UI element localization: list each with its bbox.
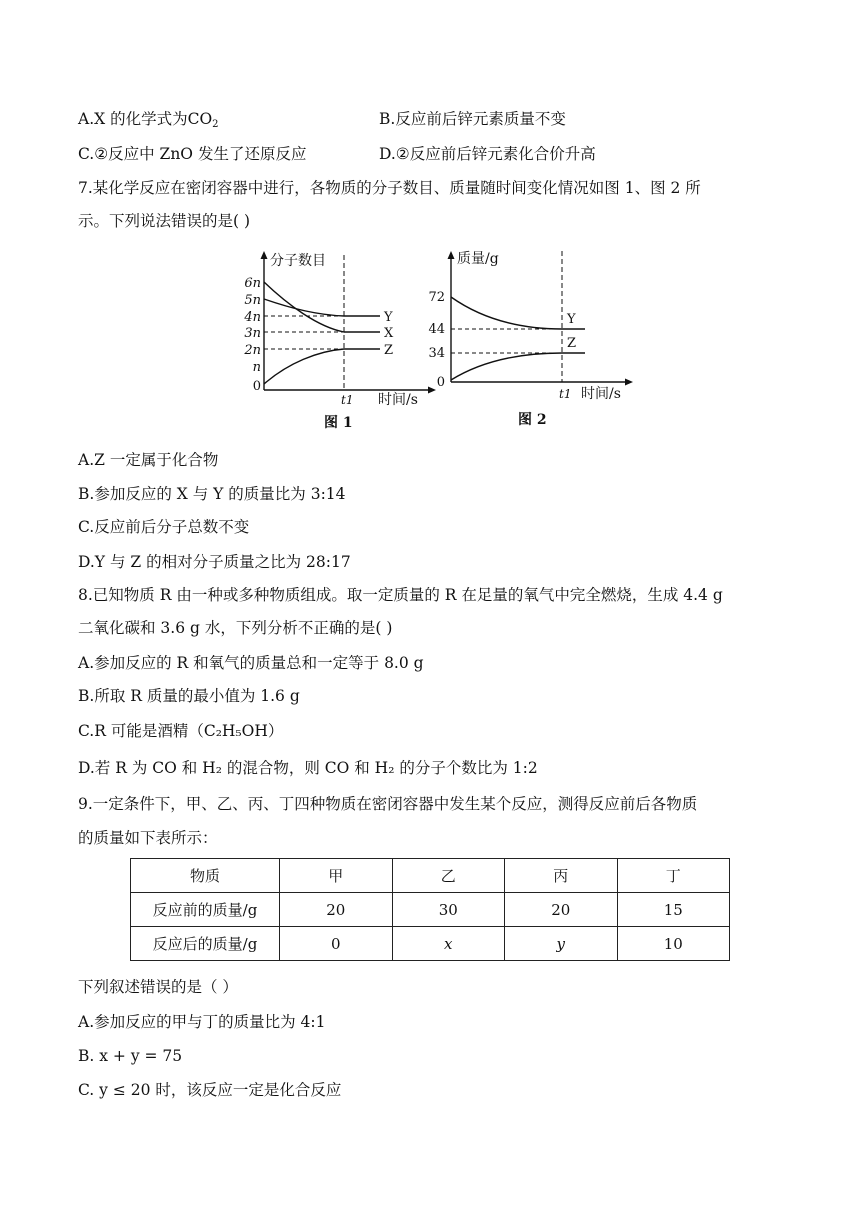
q9-option-b: B. x + y = 75 (78, 1047, 183, 1065)
tick-label: 44 (428, 322, 445, 337)
tick-label: 5n (244, 293, 261, 308)
mass-table (130, 858, 730, 961)
series-label-y: Y (384, 310, 393, 325)
figure-1-chart (228, 245, 443, 435)
q7-stem-line2: 示。下列说法错误的是( ) (78, 212, 251, 230)
y-axis-arrow (261, 251, 268, 259)
q6-option-b: B.反应前后锌元素质量不变 (379, 110, 566, 128)
q9-ask: 下列叙述错误的是（ ） (78, 978, 238, 996)
figure-caption: 图 1 (324, 415, 353, 431)
q7-option-c: C.反应前后分子总数不变 (78, 518, 250, 536)
q8-option-b: B.所取 R 质量的最小值为 1.6 g (78, 687, 300, 705)
q8-option-a: A.参加反应的 R 和氧气的质量总和一定等于 8.0 g (78, 654, 424, 672)
table-row (131, 893, 730, 927)
tick-label: 4n (244, 310, 261, 325)
q8-stem-line2: 二氧化碳和 3.6 g 水，下列分析不正确的是( ) (78, 619, 393, 637)
q8-stem-line1: 8.已知物质 R 由一种或多种物质组成。取一定质量的 R 在足量的氧气中完全燃烧，生成 4.4 g (78, 586, 723, 604)
tick-label: 0 (252, 379, 261, 394)
table-cell: x (392, 927, 505, 961)
q7-stem-line1: 7.某化学反应在密闭容器中进行，各物质的分子数目、质量随时间变化情况如图 1、图 2 所 (78, 179, 701, 197)
q8-option-d: D.若 R 为 CO 和 H₂ 的混合物，则 CO 和 H₂ 的分子个数比为 1:2 (78, 759, 538, 777)
series-y (264, 299, 380, 316)
tick-label: 6n (244, 276, 261, 291)
q7-option-d: D.Y 与 Z 的相对分子质量之比为 28:17 (78, 553, 351, 571)
subscript: 2 (212, 119, 219, 130)
table-row (131, 927, 730, 961)
q9-stem-line1: 9.一定条件下，甲、乙、丙、丁四种物质在密闭容器中发生某个反应，测得反应前后各物质 (78, 795, 698, 813)
q9-option-c: C. y ≤ 20 时，该反应一定是化合反应 (78, 1081, 342, 1099)
x-axis-arrow (625, 379, 633, 386)
table-cell: 10 (617, 927, 730, 961)
q6-option-c: C.②反应中 ZnO 发生了还原反应 (78, 145, 307, 163)
series-z (451, 353, 585, 380)
tick-label: n (252, 360, 261, 375)
q7-option-b: B.参加反应的 X 与 Y 的质量比为 3:14 (78, 485, 346, 503)
table-header-cell: 乙 (392, 859, 505, 893)
q7-option-a: A.Z 一定属于化合物 (78, 451, 219, 469)
table-cell: 15 (617, 893, 730, 927)
table-header-cell: 物质 (131, 859, 280, 893)
series-label-z: Z (384, 343, 394, 358)
tick-label: 34 (428, 346, 445, 361)
table-cell: 20 (280, 893, 393, 927)
figure-caption: 图 2 (518, 412, 547, 428)
table-header-row (131, 859, 730, 893)
tick-label: 72 (428, 290, 445, 305)
series-y (451, 297, 585, 329)
t1-label: t1 (341, 393, 354, 407)
y-axis-arrow (448, 251, 455, 259)
q9-stem-line2: 的质量如下表所示： (78, 829, 218, 847)
series-z (264, 349, 380, 384)
t1-label: t1 (559, 387, 572, 401)
table-cell: 30 (392, 893, 505, 927)
x-axis-label: 时间/s (378, 392, 418, 408)
y-axis-label: 质量/g (457, 251, 499, 267)
table-cell: 0 (280, 927, 393, 961)
table-header-cell: 丙 (505, 859, 618, 893)
series-label-x: X (384, 326, 394, 341)
q9-option-a: A.参加反应的甲与丁的质量比为 4:1 (78, 1013, 326, 1031)
table-cell: 20 (505, 893, 618, 927)
table-cell: 反应前的质量/g (131, 893, 280, 927)
figure-2 (425, 243, 640, 439)
table-cell: 反应后的质量/g (131, 927, 280, 961)
tick-label: 0 (436, 375, 445, 390)
tick-label: 3n (244, 326, 261, 341)
series-label-z: Z (567, 336, 577, 351)
x-axis-label: 时间/s (581, 386, 621, 402)
q8-option-c: C.R 可能是酒精（C₂H₅OH） (78, 722, 284, 740)
table-header-cell: 丁 (617, 859, 730, 893)
table-header-cell: 甲 (280, 859, 393, 893)
q6-option-a (78, 109, 219, 135)
q6-option-d: D.②反应前后锌元素化合价升高 (379, 145, 596, 163)
series-label-y: Y (567, 312, 576, 327)
series-x (264, 282, 380, 332)
table-cell: y (505, 927, 618, 961)
figure-1 (228, 245, 443, 439)
q6-option-a-text: A.X 的化学式为CO (78, 110, 213, 128)
figure-2-chart (425, 243, 640, 435)
tick-label: 2n (244, 343, 261, 358)
y-axis-label: 分子数目 (270, 253, 326, 269)
